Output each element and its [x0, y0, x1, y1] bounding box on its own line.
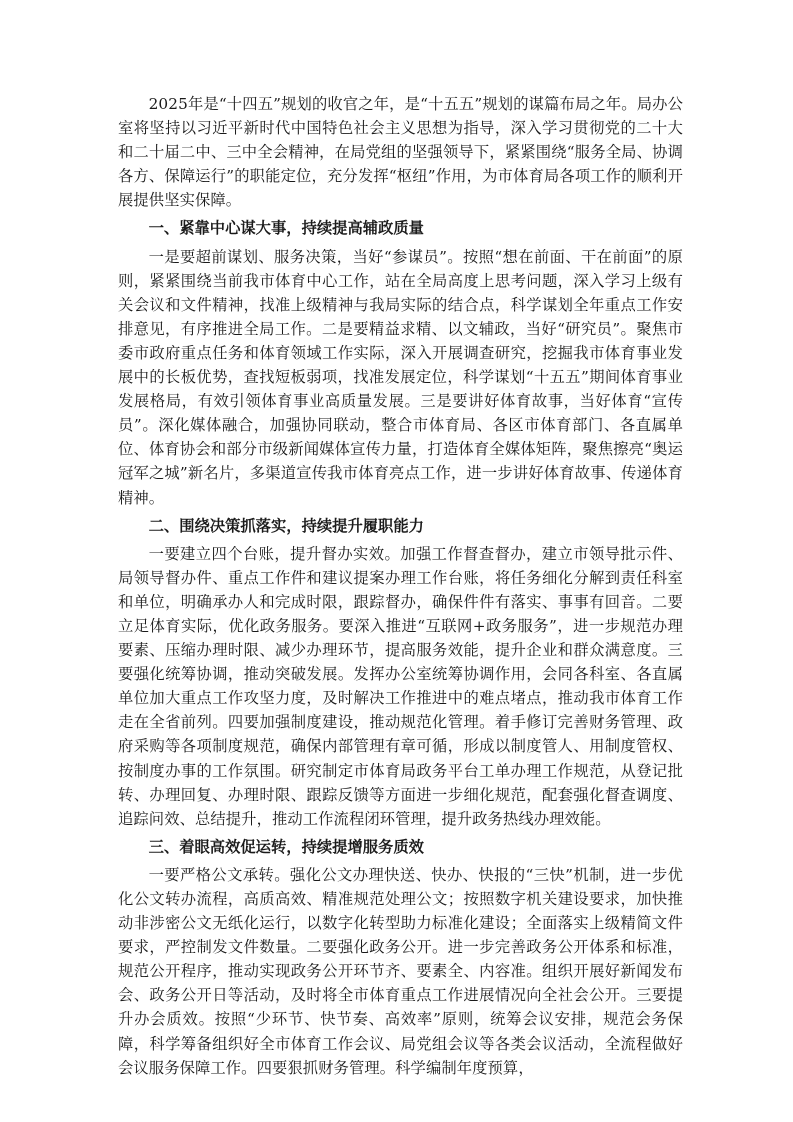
section-body-3: 一要严格公文承转。强化公文办理快送、快办、快报的“三快”机制，进一步优化公文转办流程，高质高效、精准规范处理公文；按照数字机关建设要求，加快推动非涉密公文无纸化运行，以数字化转型助力标准化建设；全面落实上级精简文件要求，严控制发文件数量。二要强化政务公开。进一步完善政务公开体系和标准，规范公开程序，推动实现政务公开环节齐、要素全、内容准。组织开展好新闻发布会、政务公开日等活动，及时将全市体育重点工作进展情况向全社会公开。三要提升办会质效。按照“少环节、快节奏、高效率”原则，统筹会议安排，规范会务保障，科学筹备组织好全市体育工作会议、局党组会议等各类会议活动，全流程做好会议服务保障工作。四要狠抓财务管理。科学编制年度预算，: [118, 865, 683, 1077]
section-heading-2: 二、围绕决策抓落实，持续提升履职能力: [148, 516, 424, 535]
section-body-1: 一是要超前谋划、服务决策，当好“参谋员”。按照“想在前面、干在前面”的原则，紧紧围绕当前我市体育中心工作，站在全局高度上思考问题，深入学习上级有关会议和文件精神，找准上级精神与我局实际的结合点，科学谋划全年重点工作安排意见，有序推进全局工作。二是要精益求精、以文辅政，当好“研究员”。聚焦市委市政府重点任务和体育领域工作实际，深入开展调查研究，挖掘我市体育事业发展中的长板优势，查找短板弱项，找准发展定位，科学谋划“十五五”期间体育事业发展格局，有效引领体育事业高质量发展。三是要讲好体育故事，当好体育“宣传员”。深化媒体融合，加强协同联动，整合市体育局、各区市体育部门、各直属单位、体育协会和部分市级新闻媒体宣传力量，打造体育全媒体矩阵，聚焦擦亮“奥运冠军之城”新名片，多渠道宣传我市体育亮点工作，进一步讲好体育故事、传递体育精神。: [118, 247, 683, 507]
section-body-2: 一要建立四个台账，提升督办实效。加强工作督查督办，建立市领导批示件、局领导督办件、重点工作件和建议提案办理工作台账，将任务细化分解到责任科室和单位，明确承办人和完成时限，跟踪督办，确保件件有落实、事事有回音。二要立足体育实际，优化政务服务。要深入推进“互联网+政务服务”，进一步规范办理要素、压缩办理时限、减少办理环节，提高服务效能，提升企业和群众满意度。三要强化统筹协调，推动突破发展。发挥办公室统筹协调作用，会同各科室、各直属单位加大重点工作攻坚力度，及时解决工作推进中的难点堵点，推动我市体育工作走在全省前列。四要加强制度建设，推动规范化管理。着手修订完善财务管理、政府采购等各项制度规范，确保内部管理有章可循，形成以制度管人、用制度管权、按制度办事的工作氛围。研究制定市体育局政务平台工单办理工作规范，从登记批转、办理回复、办理时限、跟踪反馈等方面进一步细化规范，配套强化督查调度、追踪问效、总结提升，推动工作流程闭环管理，提升政务热线办理效能。: [118, 544, 683, 828]
document-page: [118, 92, 683, 1080]
intro-paragraph: 2025年是“十四五”规划的收官之年，是“十五五”规划的谋篇布局之年。局办公室将坚持以习近平新时代中国特色社会主义思想为指导，深入学习贯彻党的二十大和二十届二中、三中全会精神，在局党组的坚强领导下，紧紧围绕“服务全局、协调各方、保障运行”的职能定位，充分发挥“枢纽”作用，为市体育局各项工作的顺利开展提供坚实保障。: [118, 95, 683, 210]
section-heading-3: 三、着眼高效促运转，持续提增服务质效: [148, 837, 424, 856]
section-heading-1: 一、紧靠中心谋大事，持续提高辅政质量: [148, 219, 424, 238]
